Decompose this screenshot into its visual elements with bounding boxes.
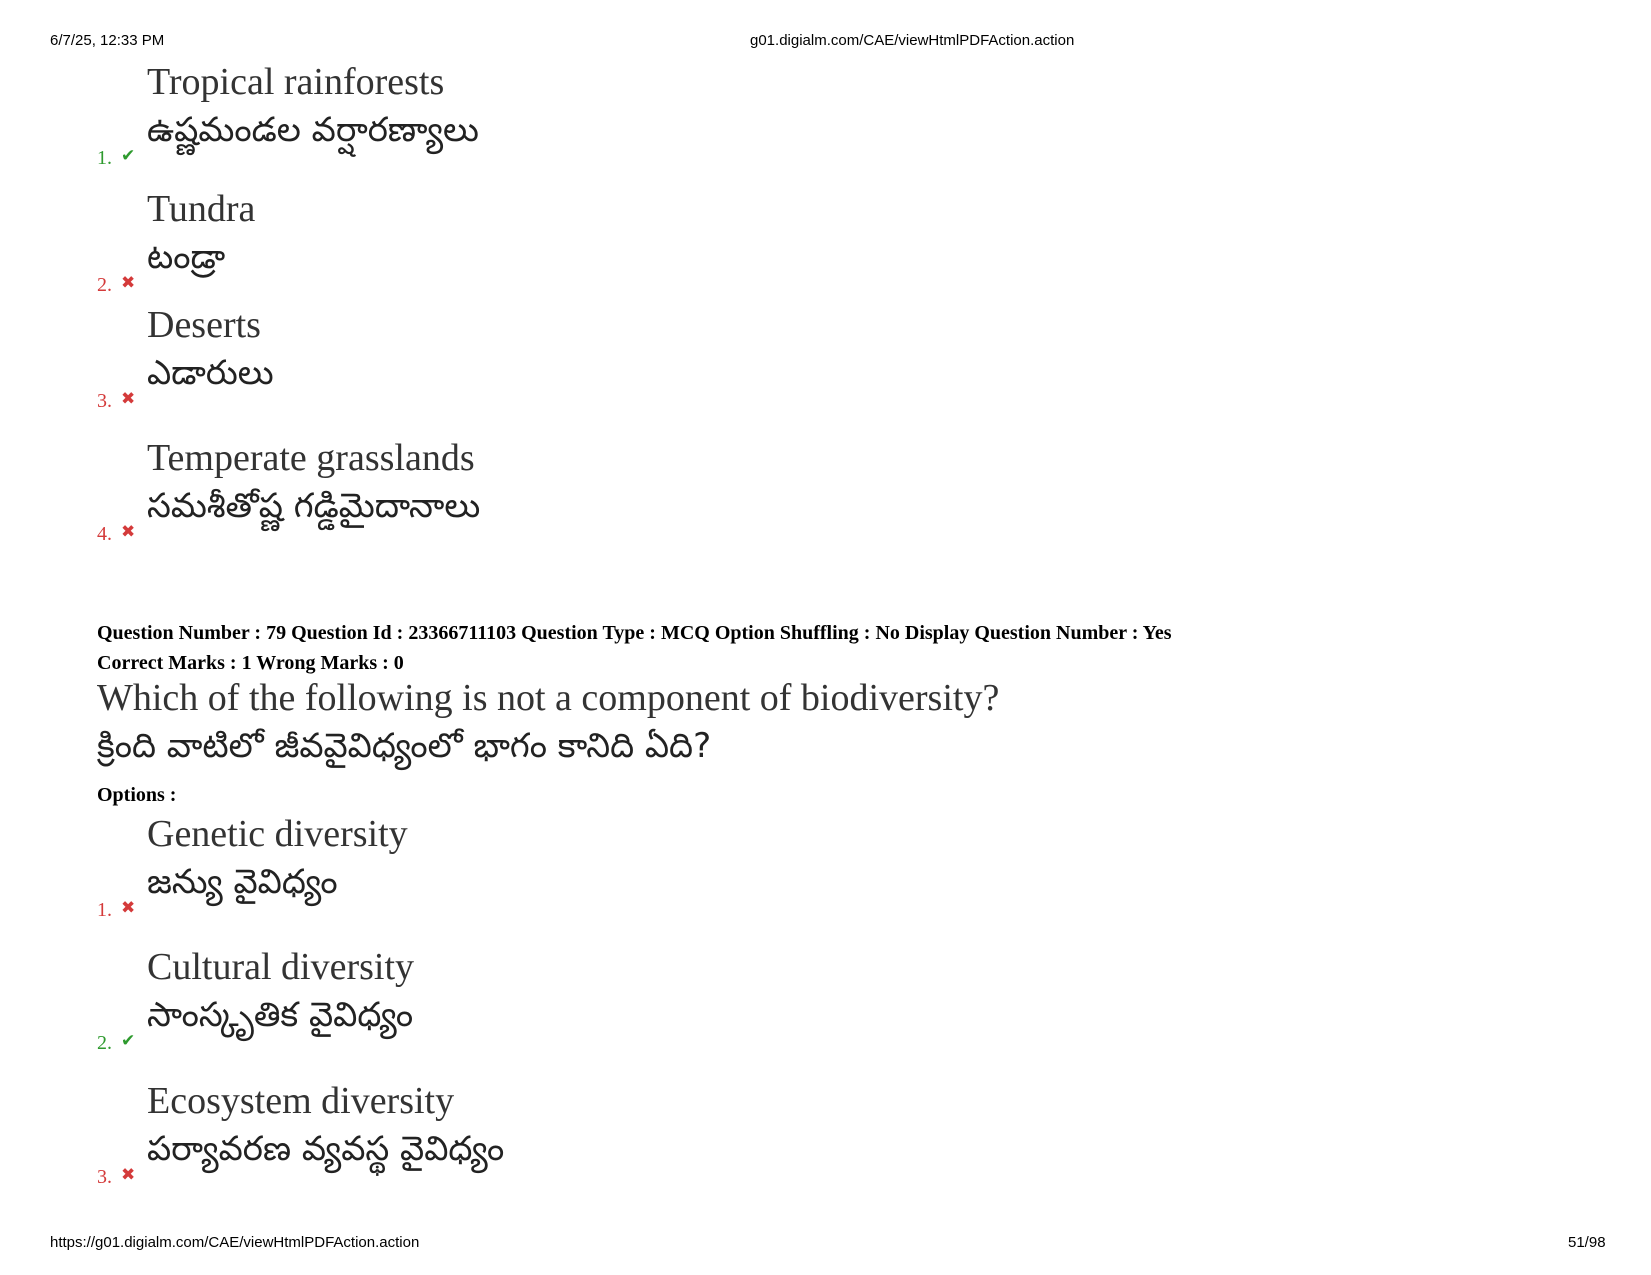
prev-option-3 (97, 303, 797, 413)
check-icon: ✔ (121, 1031, 136, 1051)
option-text-en: Tropical rainforests (147, 61, 445, 103)
prev-option-2 (97, 187, 797, 297)
option-1 (97, 812, 797, 922)
option-text-te: సాంస్కృతిక వైవిధ్యం (147, 995, 414, 1035)
marks-meta: Correct Marks : 1 Wrong Marks : 0 (97, 652, 404, 674)
print-footer-url: https://g01.digialm.com/CAE/viewHtmlPDFAction.action (50, 1234, 420, 1251)
print-header-url: g01.digialm.com/CAE/viewHtmlPDFAction.action (750, 32, 1075, 49)
check-icon: ✔ (121, 146, 136, 166)
cross-icon: ✖ (121, 1165, 136, 1185)
option-text-en: Ecosystem diversity (147, 1080, 455, 1122)
option-2 (97, 945, 797, 1055)
option-text-te: జన్యు వైవిధ్యం (147, 862, 338, 902)
option-number: 3. (97, 390, 112, 412)
question-text-en: Which of the following is not a component of biodiversity? (97, 677, 1000, 719)
option-text-te: ఎడారులు (147, 353, 274, 393)
cross-icon: ✖ (121, 522, 136, 542)
options-label: Options : (97, 784, 177, 806)
cross-icon: ✖ (121, 389, 136, 409)
prev-option-1 (97, 60, 797, 170)
option-number: 3. (97, 1166, 112, 1188)
option-number: 1. (97, 147, 112, 169)
option-text-te: ఉష్ణమండల వర్షారణ్యాలు (147, 110, 479, 150)
cross-icon: ✖ (121, 898, 136, 918)
option-text-en: Genetic diversity (147, 813, 408, 855)
question-meta: Question Number : 79 Question Id : 23366711103 Question Type : MCQ Option Shuffling : No Display Question Number : Yes (97, 622, 1172, 644)
option-text-en: Cultural diversity (147, 946, 415, 988)
option-number: 2. (97, 274, 112, 296)
cross-icon: ✖ (121, 273, 136, 293)
option-text-en: Temperate grasslands (147, 437, 475, 479)
page-number: 51/98 (1568, 1234, 1606, 1251)
option-text-te: పర్యావరణ వ్యవస్థ వైవిధ్యం (147, 1129, 505, 1169)
option-text-te: సమశీతోష్ణ గడ్డిమైదానాలు (147, 486, 481, 526)
option-number: 4. (97, 523, 112, 545)
option-text-en: Tundra (147, 188, 256, 230)
option-text-te: టండ్రా (147, 237, 226, 277)
option-number: 2. (97, 1032, 112, 1054)
option-text-en: Deserts (147, 304, 261, 346)
option-3 (97, 1079, 797, 1189)
prev-option-4 (97, 436, 797, 546)
print-datetime: 6/7/25, 12:33 PM (50, 32, 165, 49)
question-text-te: క్రింది వాటిలో జీవవైవిధ్యంలో భాగం కానిది ఏది? (97, 726, 712, 766)
option-number: 1. (97, 899, 112, 921)
